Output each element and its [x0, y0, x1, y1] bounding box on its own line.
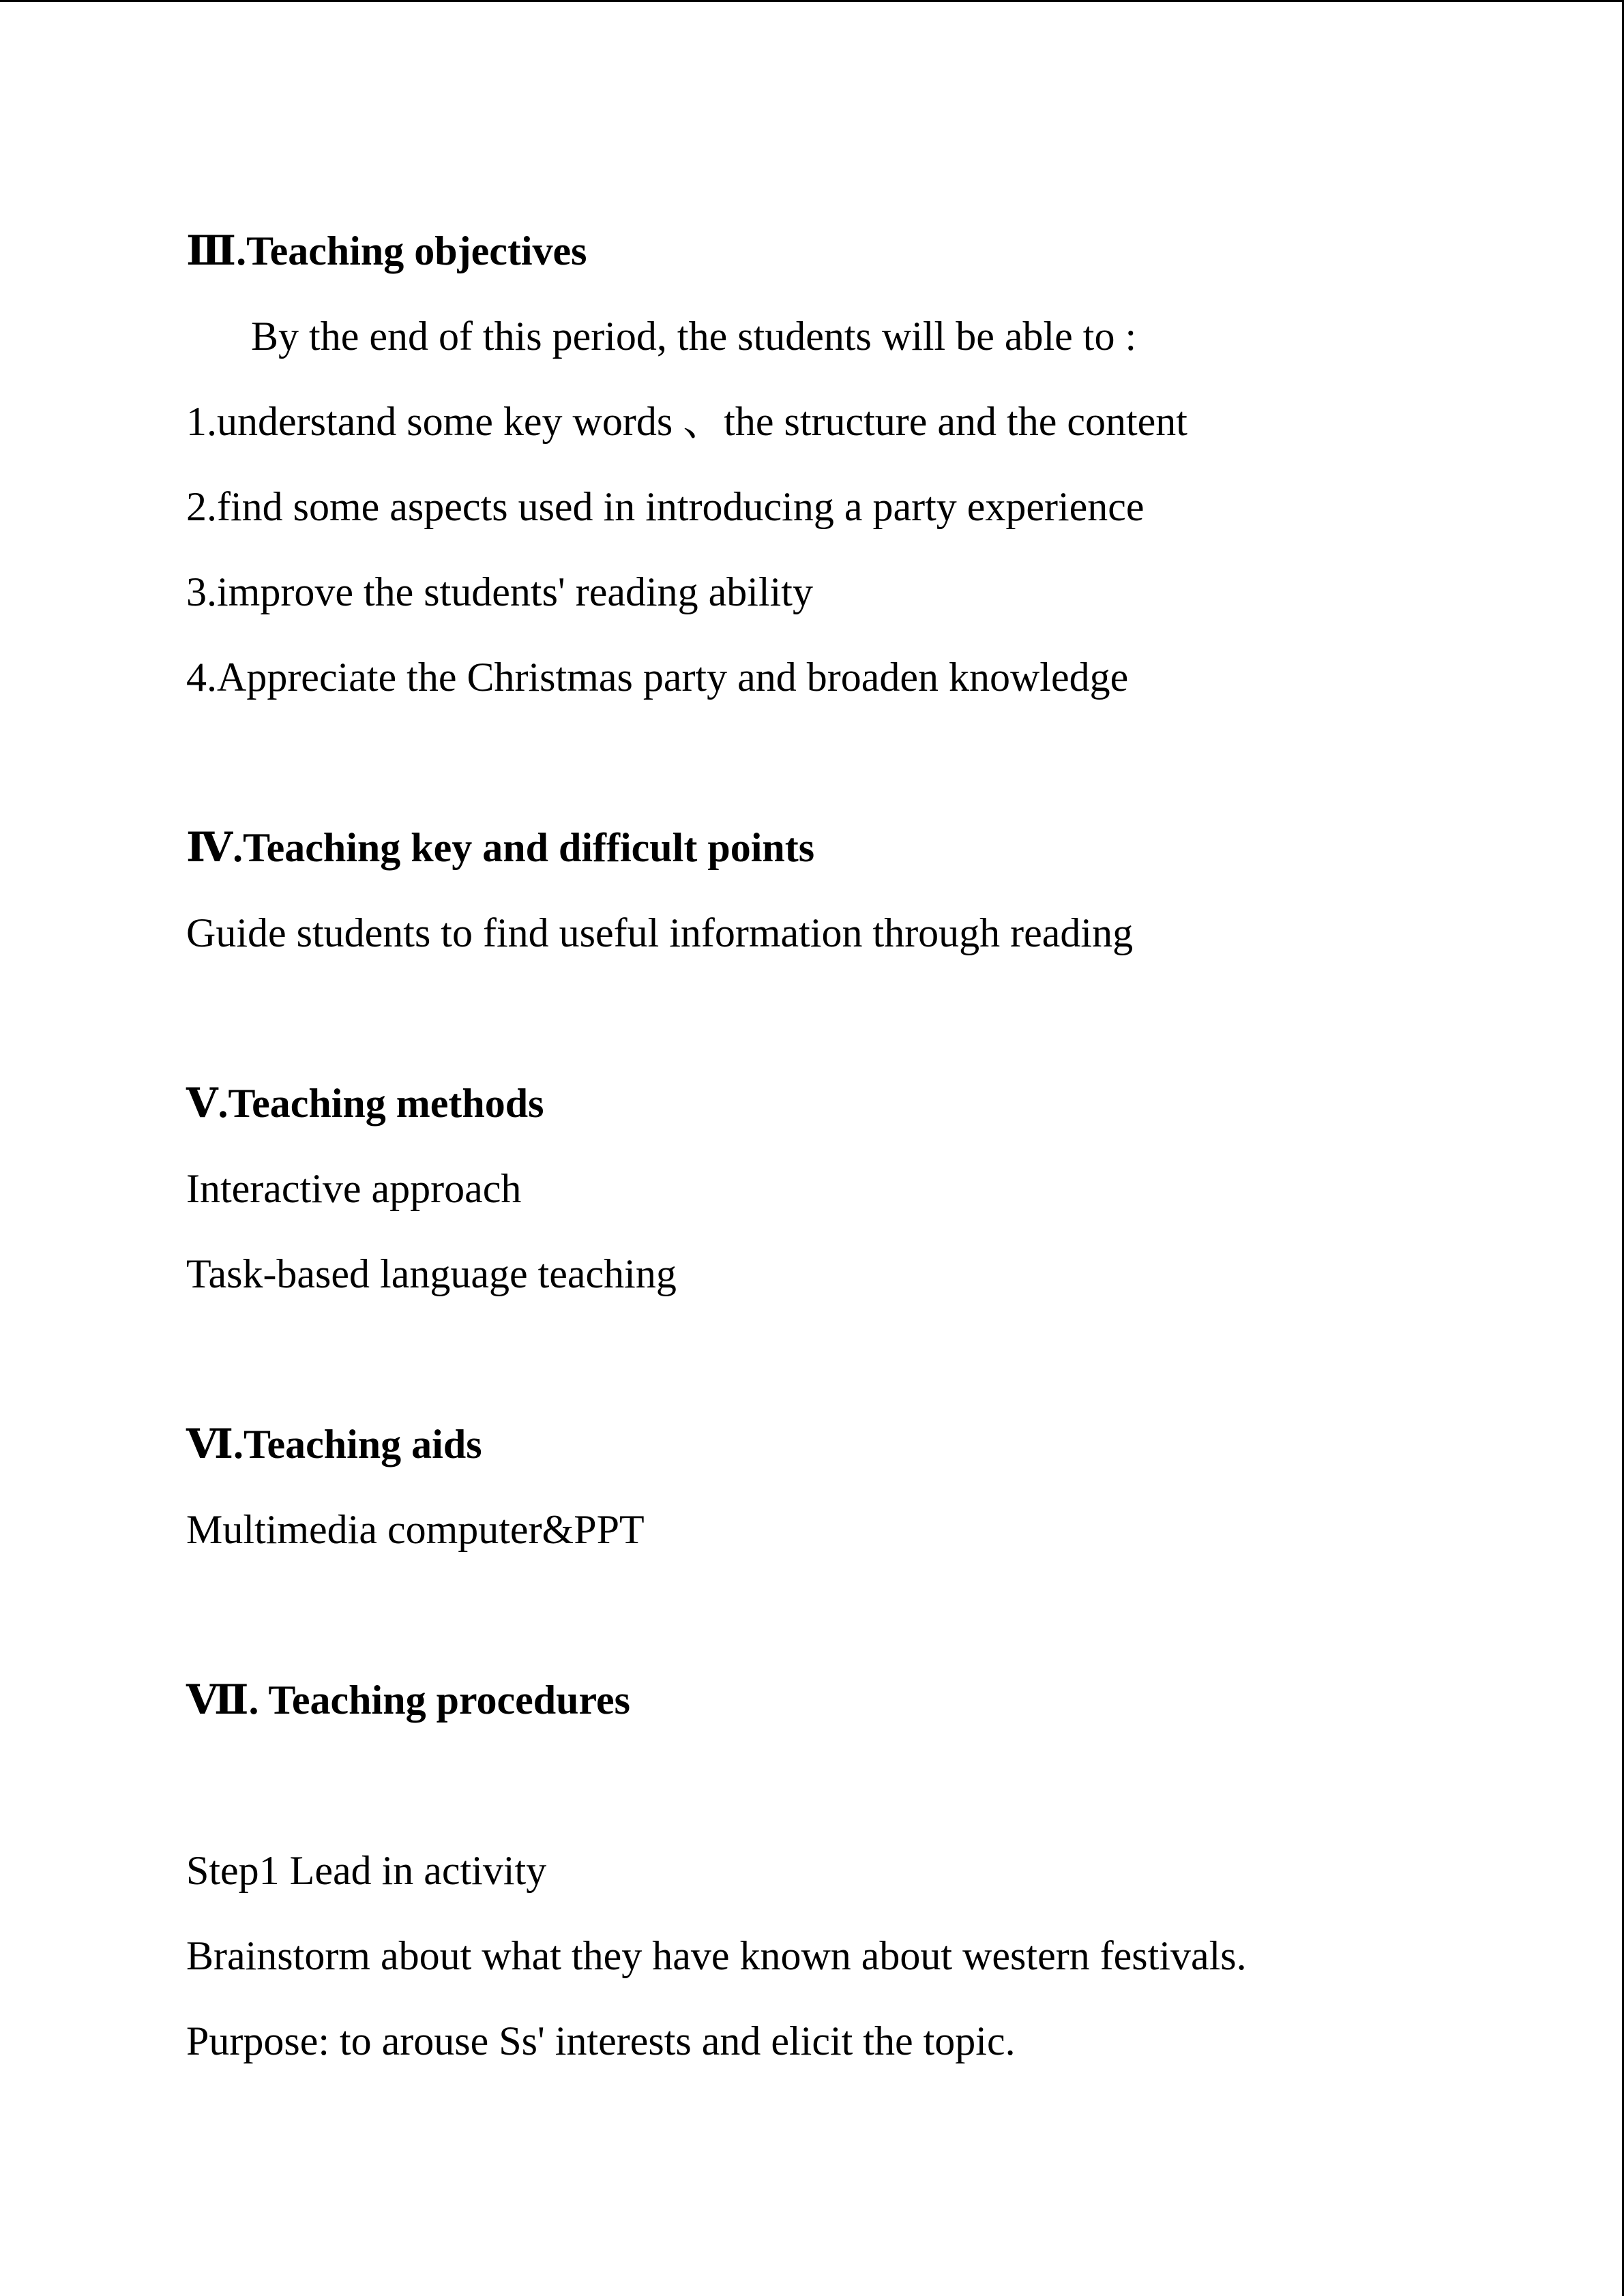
objectives-heading: Ⅲ.Teaching objectives: [186, 228, 587, 273]
method-item-2: Task-based language teaching: [186, 1251, 677, 1296]
key-points-text: Guide students to find useful information through reading: [186, 910, 1134, 955]
methods-heading: Ⅴ.Teaching methods: [186, 1081, 544, 1126]
procedures-heading: Ⅶ. Teaching procedures: [186, 1678, 631, 1723]
objectives-intro: By the end of this period, the students will be able to :: [251, 314, 1137, 359]
aids-heading: Ⅵ.Teaching aids: [186, 1422, 482, 1467]
aids-text: Multimedia computer&PPT: [186, 1507, 645, 1552]
objective-item-3: 3.improve the students' reading ability: [186, 569, 813, 614]
method-item-1: Interactive approach: [186, 1166, 522, 1211]
objective-item-2: 2.find some aspects used in introducing a party experience: [186, 484, 1145, 529]
objective-item-1: 1.understand some key words 、the structure and the content: [186, 399, 1187, 444]
step1-title: Step1 Lead in activity: [186, 1848, 547, 1893]
key-points-heading: Ⅳ.Teaching key and difficult points: [186, 825, 815, 870]
step1-purpose: Purpose: to arouse Ss' interests and elicit the topic.: [186, 2018, 1016, 2063]
objective-item-4: 4.Appreciate the Christmas party and broaden knowledge: [186, 655, 1129, 700]
step1-text: Brainstorm about what they have known about western festivals.: [186, 1933, 1247, 1978]
page-top-border: [0, 0, 1624, 2]
